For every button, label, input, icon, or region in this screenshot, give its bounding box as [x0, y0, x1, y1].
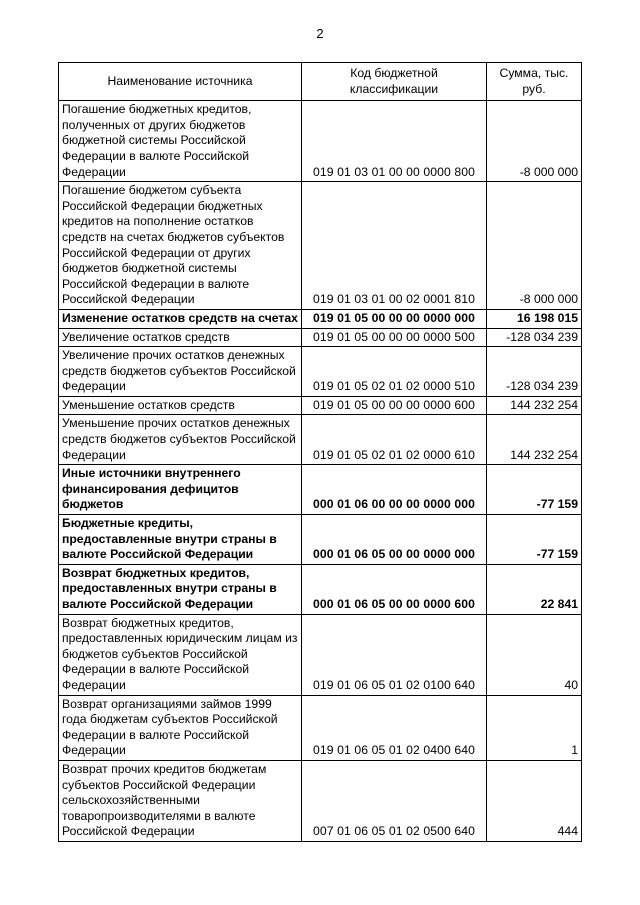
page-number: 2: [316, 26, 324, 41]
cell-code: 000 01 06 05 00 00 0000 600: [302, 564, 487, 614]
cell-amount: -77 159: [487, 515, 582, 565]
cell-name: Возврат бюджетных кредитов, предоставленных внутри страны в валюте Российской Федерации: [59, 564, 302, 614]
cell-code: 019 01 05 00 00 00 0000 500: [302, 328, 487, 347]
cell-amount: 444: [487, 760, 582, 841]
cell-name: Бюджетные кредиты, предоставленные внутри страны в валюте Российской Федерации: [59, 515, 302, 565]
table-row: [59, 614, 582, 695]
column-header-name: Наименование источника: [59, 63, 302, 101]
cell-name: Погашение бюджетных кредитов, полученных от других бюджетов бюджетной системы Российской Федерации в валюте Российской Федерации: [59, 101, 302, 182]
cell-amount: -8 000 000: [487, 182, 582, 310]
cell-code: 019 01 06 05 01 02 0100 640: [302, 614, 487, 695]
table-row: [59, 564, 582, 614]
table-row: [59, 328, 582, 347]
budget-sources-table: [58, 62, 582, 842]
cell-code: 019 01 03 01 00 02 0001 810: [302, 182, 487, 310]
cell-amount: 1: [487, 695, 582, 760]
cell-code: 000 01 06 00 00 00 0000 000: [302, 465, 487, 515]
cell-code: 019 01 05 00 00 00 0000 600: [302, 396, 487, 415]
table-header-row: [59, 63, 582, 101]
column-header-code: Код бюджетной классификации: [302, 63, 487, 101]
table-row: [59, 695, 582, 760]
cell-amount: -8 000 000: [487, 101, 582, 182]
cell-amount: 144 232 254: [487, 396, 582, 415]
table-row: [59, 101, 582, 182]
cell-amount: 16 198 015: [487, 309, 582, 328]
cell-amount: -77 159: [487, 465, 582, 515]
table-row: [59, 465, 582, 515]
cell-name: Иные источники внутреннего финансирования дефицитов бюджетов: [59, 465, 302, 515]
table-row: [59, 182, 582, 310]
cell-name: Возврат бюджетных кредитов, предоставленных юридическим лицам из бюджетов субъектов Российской Федерации в валюте Российской Федерации: [59, 614, 302, 695]
table-row: [59, 347, 582, 397]
cell-code: 019 01 03 01 00 00 0000 800: [302, 101, 487, 182]
cell-name: Возврат прочих кредитов бюджетам субъектов Российской Федерации сельскохозяйственными товаропроизводителями в валюте Российской Федерации: [59, 760, 302, 841]
cell-code: 019 01 06 05 01 02 0400 640: [302, 695, 487, 760]
cell-code: 000 01 06 05 00 00 0000 000: [302, 515, 487, 565]
table-row: [59, 309, 582, 328]
cell-code: 019 01 05 02 01 02 0000 610: [302, 415, 487, 465]
cell-code: 019 01 05 02 01 02 0000 510: [302, 347, 487, 397]
cell-amount: -128 034 239: [487, 328, 582, 347]
table-body: [59, 101, 582, 842]
cell-name: Возврат организациями займов 1999 года бюджетам субъектов Российской Федерации в валюте Российской Федерации: [59, 695, 302, 760]
cell-code: 007 01 06 05 01 02 0500 640: [302, 760, 487, 841]
cell-name: Погашение бюджетом субъекта Российской Федерации бюджетных кредитов на пополнение остатков средств на счетах бюджетов субъектов Российской Федерации от других бюджетов бюджетной системы Российской Федерации в валюте Российской Федерации: [59, 182, 302, 310]
cell-name: Уменьшение прочих остатков денежных средств бюджетов субъектов Российской Федерации: [59, 415, 302, 465]
cell-name: Увеличение прочих остатков денежных средств бюджетов субъектов Российской Федерации: [59, 347, 302, 397]
table-row: [59, 515, 582, 565]
table-row: [59, 415, 582, 465]
column-header-amount: Сумма, тыс. руб.: [487, 63, 582, 101]
cell-name: Уменьшение остатков средств: [59, 396, 302, 415]
cell-amount: 144 232 254: [487, 415, 582, 465]
cell-name: Изменение остатков средств на счетах: [59, 309, 302, 328]
cell-name: Увеличение остатков средств: [59, 328, 302, 347]
cell-code: 019 01 05 00 00 00 0000 000: [302, 309, 487, 328]
table-row: [59, 760, 582, 841]
cell-amount: 22 841: [487, 564, 582, 614]
table-row: [59, 396, 582, 415]
cell-amount: 40: [487, 614, 582, 695]
cell-amount: -128 034 239: [487, 347, 582, 397]
